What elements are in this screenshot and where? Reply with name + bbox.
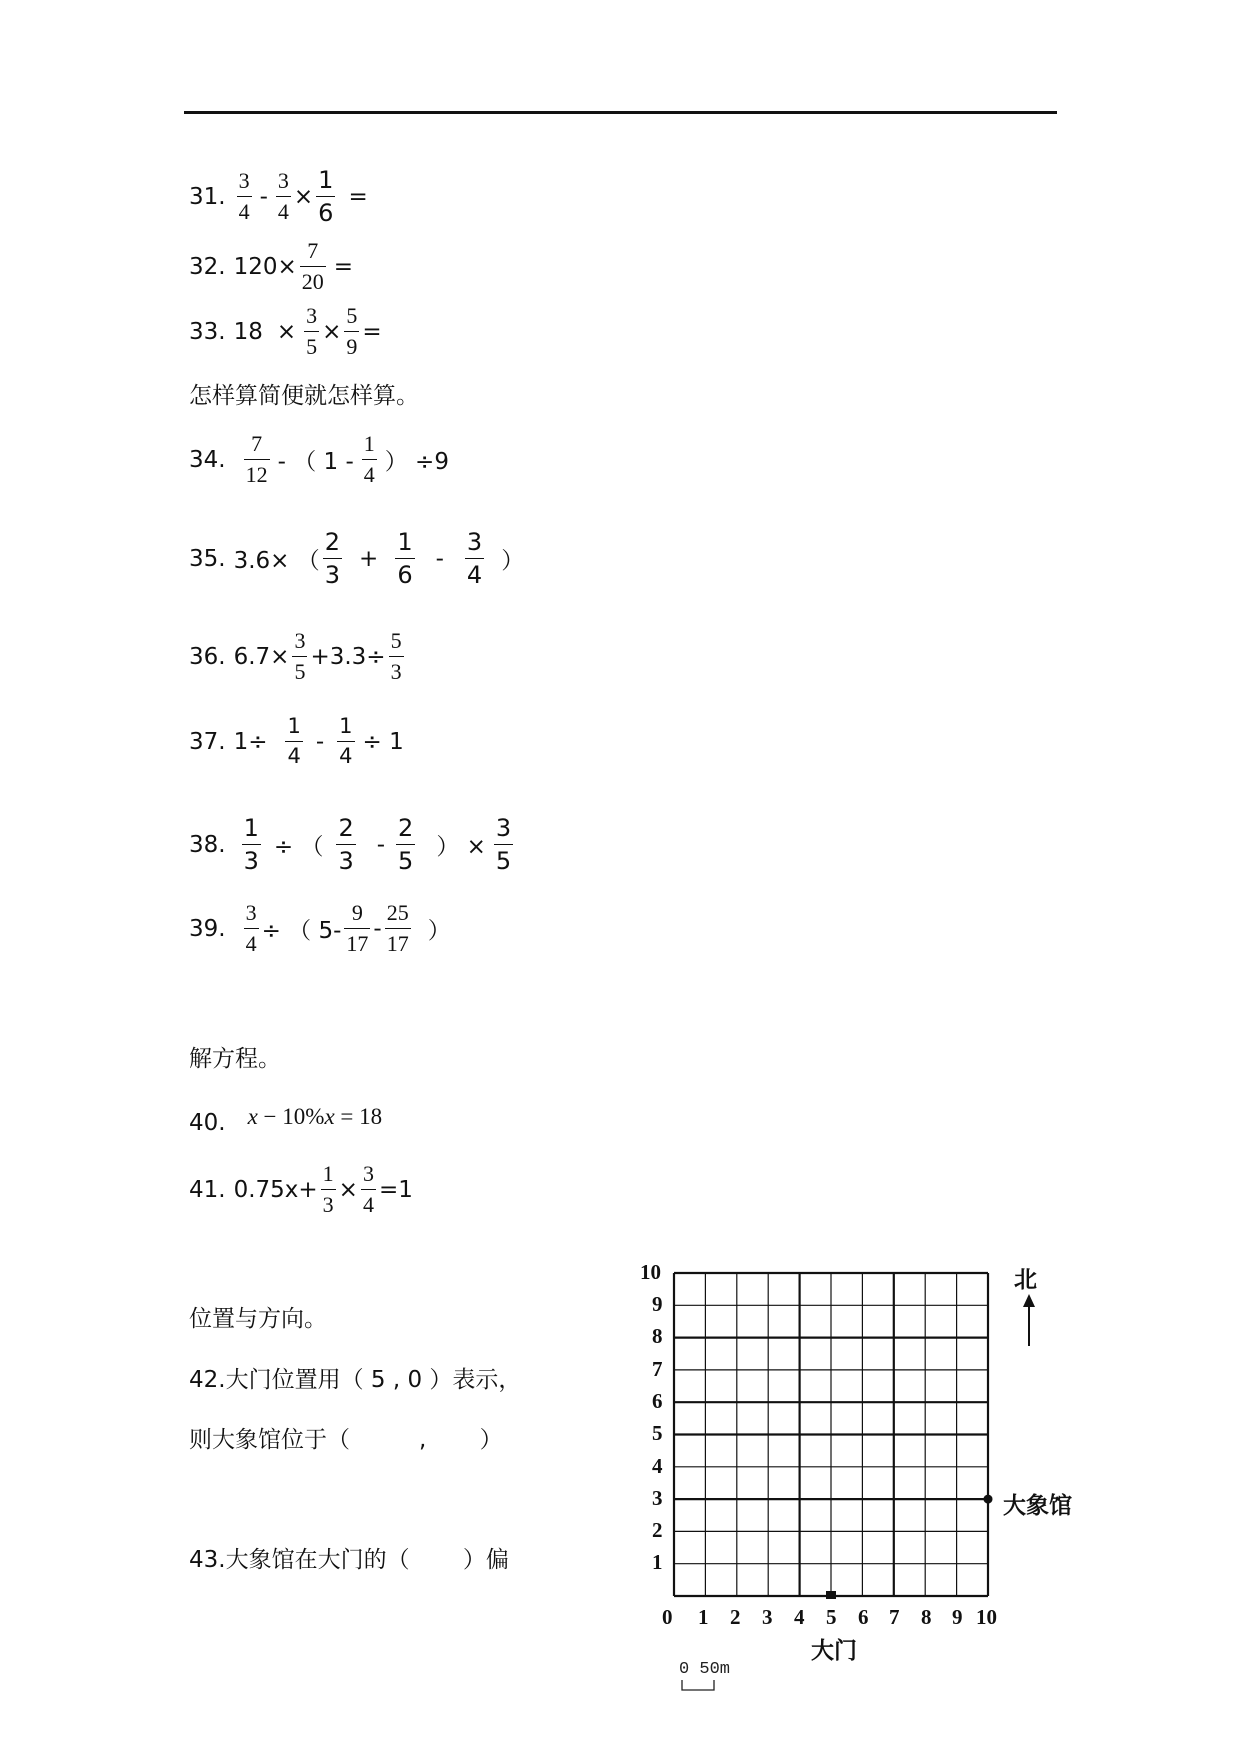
question-39 [189, 902, 456, 955]
y-tick-1: 1 [652, 1550, 663, 1574]
fraction: $\frac{5}{3}$ [390, 628, 402, 684]
fraction: $\frac{3}{4}$ [466, 528, 483, 589]
fraction: $\frac{3}{5}$ [306, 303, 318, 359]
fraction: $\frac{1}{4}$ [287, 714, 301, 768]
question-number: 38. [189, 831, 226, 858]
x-tick-9: 9 [952, 1605, 963, 1629]
x-tick-3: 3 [762, 1605, 773, 1629]
operator: - [315, 728, 325, 755]
fraction: $\frac{3}{4}$ [238, 168, 250, 224]
fraction: $\frac{3}{4}$ [362, 1161, 374, 1217]
question-37 [189, 716, 409, 767]
fraction: $\frac{3}{5}$ [495, 814, 512, 875]
expression-text: 3.6× （ [233, 548, 320, 574]
fraction: $\frac{3}{5}$ [294, 628, 306, 684]
question-number: 35. [189, 545, 226, 572]
fraction: $\frac{2}{3}$ [324, 528, 341, 589]
x-tick-8: 8 [921, 1605, 932, 1629]
equals: =1 [378, 1176, 413, 1203]
fraction: $\frac{2}{5}$ [398, 814, 414, 875]
question-33 [189, 305, 382, 358]
question-32 [189, 240, 358, 293]
north-arrow-icon [1019, 1294, 1039, 1350]
expression-text: ） ÷9 [384, 449, 449, 475]
question-35 [189, 530, 529, 587]
question-number: 32. [189, 253, 226, 280]
fraction: $\frac{25}{17}$ [386, 900, 409, 956]
operator: - [435, 545, 444, 572]
coordinate-grid-map [674, 1273, 988, 1596]
operator: × [338, 1176, 358, 1203]
x-tick-6: 6 [858, 1605, 869, 1629]
y-tick-10: 10 [640, 1260, 661, 1284]
expression-text: 0.75x+ [233, 1176, 318, 1203]
fraction: $\frac{2}{3}$ [338, 814, 354, 875]
question-41 [189, 1163, 413, 1216]
fraction: $\frac{5}{9}$ [346, 303, 358, 359]
x-tick-4: 4 [794, 1605, 805, 1629]
operator: × [322, 318, 342, 345]
question-number: 36. [189, 643, 226, 670]
x-tick-5: 5 [826, 1605, 837, 1629]
question-42-line1: 42.大门位置用（ 5 , 0 ）表示， [189, 1367, 522, 1393]
elephant-house-label: 大象馆 [1003, 1492, 1072, 1519]
fraction: $\frac{7}{12}$ [245, 431, 268, 487]
header-rule [184, 111, 1057, 114]
fraction: $\frac{1}{4}$ [339, 714, 353, 768]
operator: - [373, 915, 382, 942]
operator: - [376, 831, 386, 858]
question-number: 34. [189, 446, 226, 473]
y-tick-6: 6 [652, 1389, 663, 1413]
expression-text: ÷ 1 [362, 728, 404, 755]
fraction: $\frac{7}{20}$ [301, 238, 324, 294]
gate-point [826, 1591, 836, 1599]
expression-text: 18 [233, 318, 263, 345]
fraction: $\frac{1}{4}$ [363, 431, 375, 487]
question-34 [189, 433, 454, 486]
fraction: $\frac{1}{3}$ [243, 814, 259, 875]
question-38 [189, 816, 516, 873]
section-heading-position: 位置与方向。 [189, 1306, 327, 1332]
section-heading-equations: 解方程。 [189, 1046, 281, 1072]
operator: × [293, 183, 314, 210]
question-43: 43.大象馆在大门的（ ）偏 [189, 1547, 509, 1573]
y-tick-8: 8 [652, 1324, 663, 1348]
operator: - [259, 183, 268, 210]
expression-text: 120× [233, 253, 297, 280]
fraction: $\frac{1}{6}$ [397, 528, 413, 589]
expression-text: +3.3÷ [310, 643, 386, 670]
expression-text: ÷ （ 5- [261, 918, 342, 944]
x-tick-2: 2 [730, 1605, 741, 1629]
x-tick-7: 7 [889, 1605, 900, 1629]
y-tick-5: 5 [652, 1421, 663, 1445]
x-tick-1: 1 [698, 1605, 709, 1629]
expression-text: ） × [436, 834, 486, 860]
north-label: 北 [1014, 1266, 1037, 1293]
expression-text: ） [501, 548, 525, 574]
question-number: 31. [189, 183, 226, 210]
y-tick-2: 2 [652, 1518, 663, 1542]
expression-text: ÷ （ [273, 834, 324, 860]
question-31 [189, 168, 373, 225]
elephant-house-point [984, 1495, 993, 1504]
equals: = [362, 318, 382, 345]
question-number: 41. [189, 1176, 226, 1203]
section-heading-simplify: 怎样算简便就怎样算。 [189, 383, 419, 409]
y-tick-4: 4 [652, 1454, 663, 1478]
x-tick-10: 10 [976, 1605, 997, 1629]
expression-text: 1÷ [233, 728, 268, 755]
fraction: $\frac{1}{6}$ [318, 166, 334, 227]
gate-label: 大门 [811, 1637, 857, 1664]
fraction: $\frac{3}{4}$ [245, 900, 257, 956]
question-40 [189, 1104, 383, 1136]
y-tick-7: 7 [652, 1357, 663, 1381]
equation: x − 10%x = 18 [247, 1104, 383, 1129]
scale-label: 0 50m [679, 1660, 731, 1679]
question-36 [189, 630, 407, 683]
fraction: $\frac{3}{4}$ [277, 168, 289, 224]
scale-bar-icon [681, 1680, 717, 1692]
question-number: 33. [189, 318, 226, 345]
y-tick-9: 9 [652, 1292, 663, 1316]
question-number: 40. [189, 1110, 226, 1136]
operator: × [276, 318, 297, 345]
operator: + [359, 545, 379, 572]
equals: = [333, 253, 354, 280]
y-tick-3: 3 [652, 1486, 663, 1510]
x-tick-0: 0 [662, 1605, 673, 1629]
expression-text: ） [427, 918, 451, 944]
fraction: $\frac{1}{3}$ [322, 1161, 334, 1217]
expression-text: - （ 1 - [277, 449, 354, 475]
question-42-line2: 则大象馆位于（ , ） [189, 1427, 503, 1453]
fraction: $\frac{9}{17}$ [346, 900, 369, 956]
expression-text: 6.7× [233, 643, 290, 670]
question-number: 37. [189, 728, 226, 755]
equals: = [348, 183, 368, 210]
question-number: 39. [189, 915, 226, 942]
grid-lines [674, 1273, 988, 1596]
